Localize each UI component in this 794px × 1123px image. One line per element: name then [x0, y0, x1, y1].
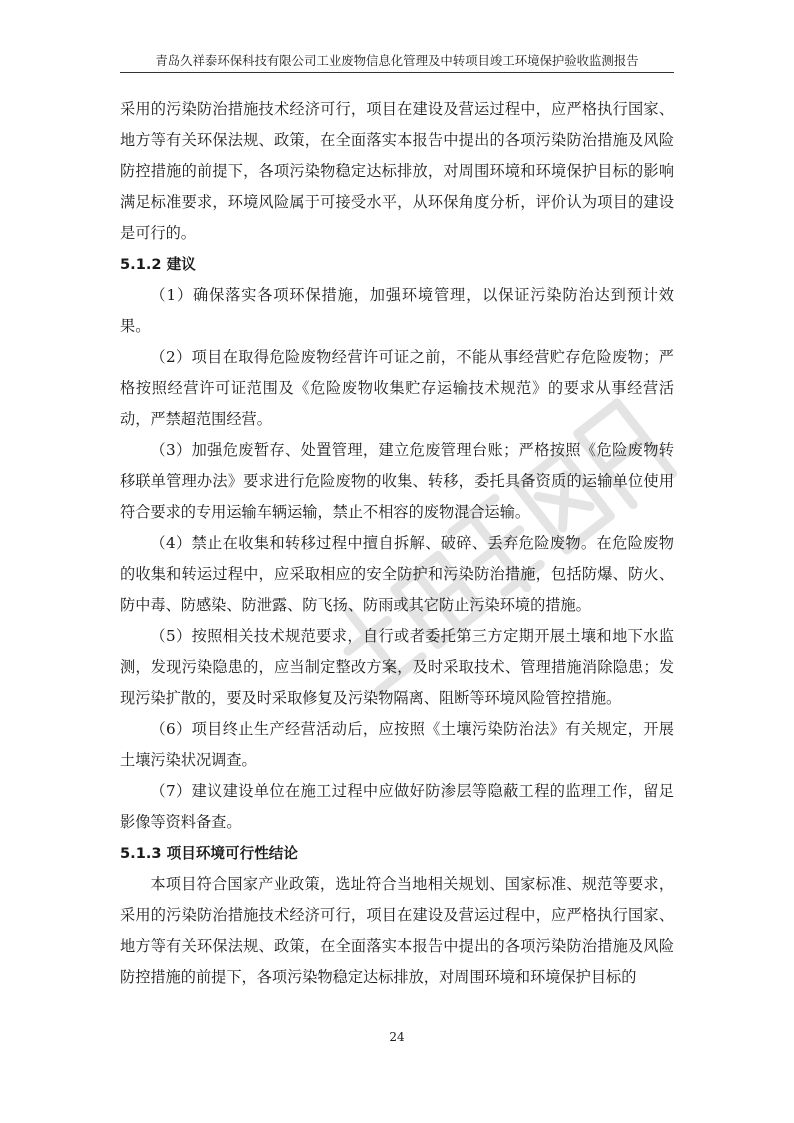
suggestion-item-2: （2）项目在取得危险废物经营许可证之前，不能从事经营贮存危险废物；严格按照经营许可证范围及《危险废物收集贮存运输技术规范》的要求从事经营活动，严禁超范围经营。	[120, 348, 674, 428]
section-heading-5-1-3: 5.1.3 项目环境可行性结论	[120, 845, 298, 862]
header-rule	[120, 72, 674, 73]
intro-paragraph: 采用的污染防治措施技术经济可行，项目在建设及营运过程中，应严格执行国家、地方等有关环保法规、政策，在全面落实本报告中提出的各项污染防治措施及风险防控措施的前提下，各项污染物稳定达标排放，对周围环境和环境保护目标的影响满足标准要求，环境风险属于可接受水平，从环保角度分析，评价认为项目的建设是可行的。	[120, 100, 674, 242]
suggestion-item-4: （4）禁止在收集和转移过程中擅自拆解、破碎、丢弃危险废物。在危险废物的收集和转运过程中，应采取相应的安全防护和污染防治措施，包括防爆、防火、防中毒、防感染、防泄露、防飞扬、防雨或其它防止污染环境的措施。	[120, 534, 674, 614]
document-body	[120, 94, 674, 993]
report-header-title: 青岛久祥泰环保科技有限公司工业废物信息化管理及中转项目竣工环境保护验收监测报告	[155, 53, 639, 68]
suggestion-item-1: （1）确保落实各项环保措施，加强环境管理，以保证污染防治达到预计效果。	[120, 286, 674, 335]
suggestion-item-5: （5）按照相关技术规范要求，自行或者委托第三方定期开展土壤和地下水监测，发现污染隐患的，应当制定整改方案，及时采取技术、管理措施消除隐患；发现污染扩散的，要及时采取修复及污染物隔离、阻断等环境风险管控措施。	[120, 627, 674, 707]
conclusion-paragraph: 本项目符合国家产业政策，选址符合当地相关规划、国家标准、规范等要求，采用的污染防治措施技术经济可行，项目在建设及营运过程中，应严格执行国家、地方等有关环保法规、政策，在全面落实本报告中提出的各项污染防治措施及风险防控措施的前提下，各项污染物稳定达标排放，对周围环境和环境保护目标的	[120, 875, 674, 986]
suggestion-item-3: （3）加强危废暂存、处置管理，建立危废管理台账；严格按照《危险废物转移联单管理办法》要求进行危险废物的收集、转移，委托具备资质的运输单位使用符合要求的专用运输车辆运输，禁止不相容的废物混合运输。	[120, 441, 674, 521]
suggestion-item-6: （6）项目终止生产经营活动后，应按照《土壤污染防治法》有关规定，开展土壤污染状况调查。	[120, 720, 674, 769]
section-heading-5-1-2: 5.1.2 建议	[120, 256, 196, 273]
page-number: 24	[389, 1030, 405, 1044]
suggestion-item-7: （7）建议建设单位在施工过程中应做好防渗层等隐蔽工程的监理工作，留足影像等资料备查。	[120, 782, 674, 831]
